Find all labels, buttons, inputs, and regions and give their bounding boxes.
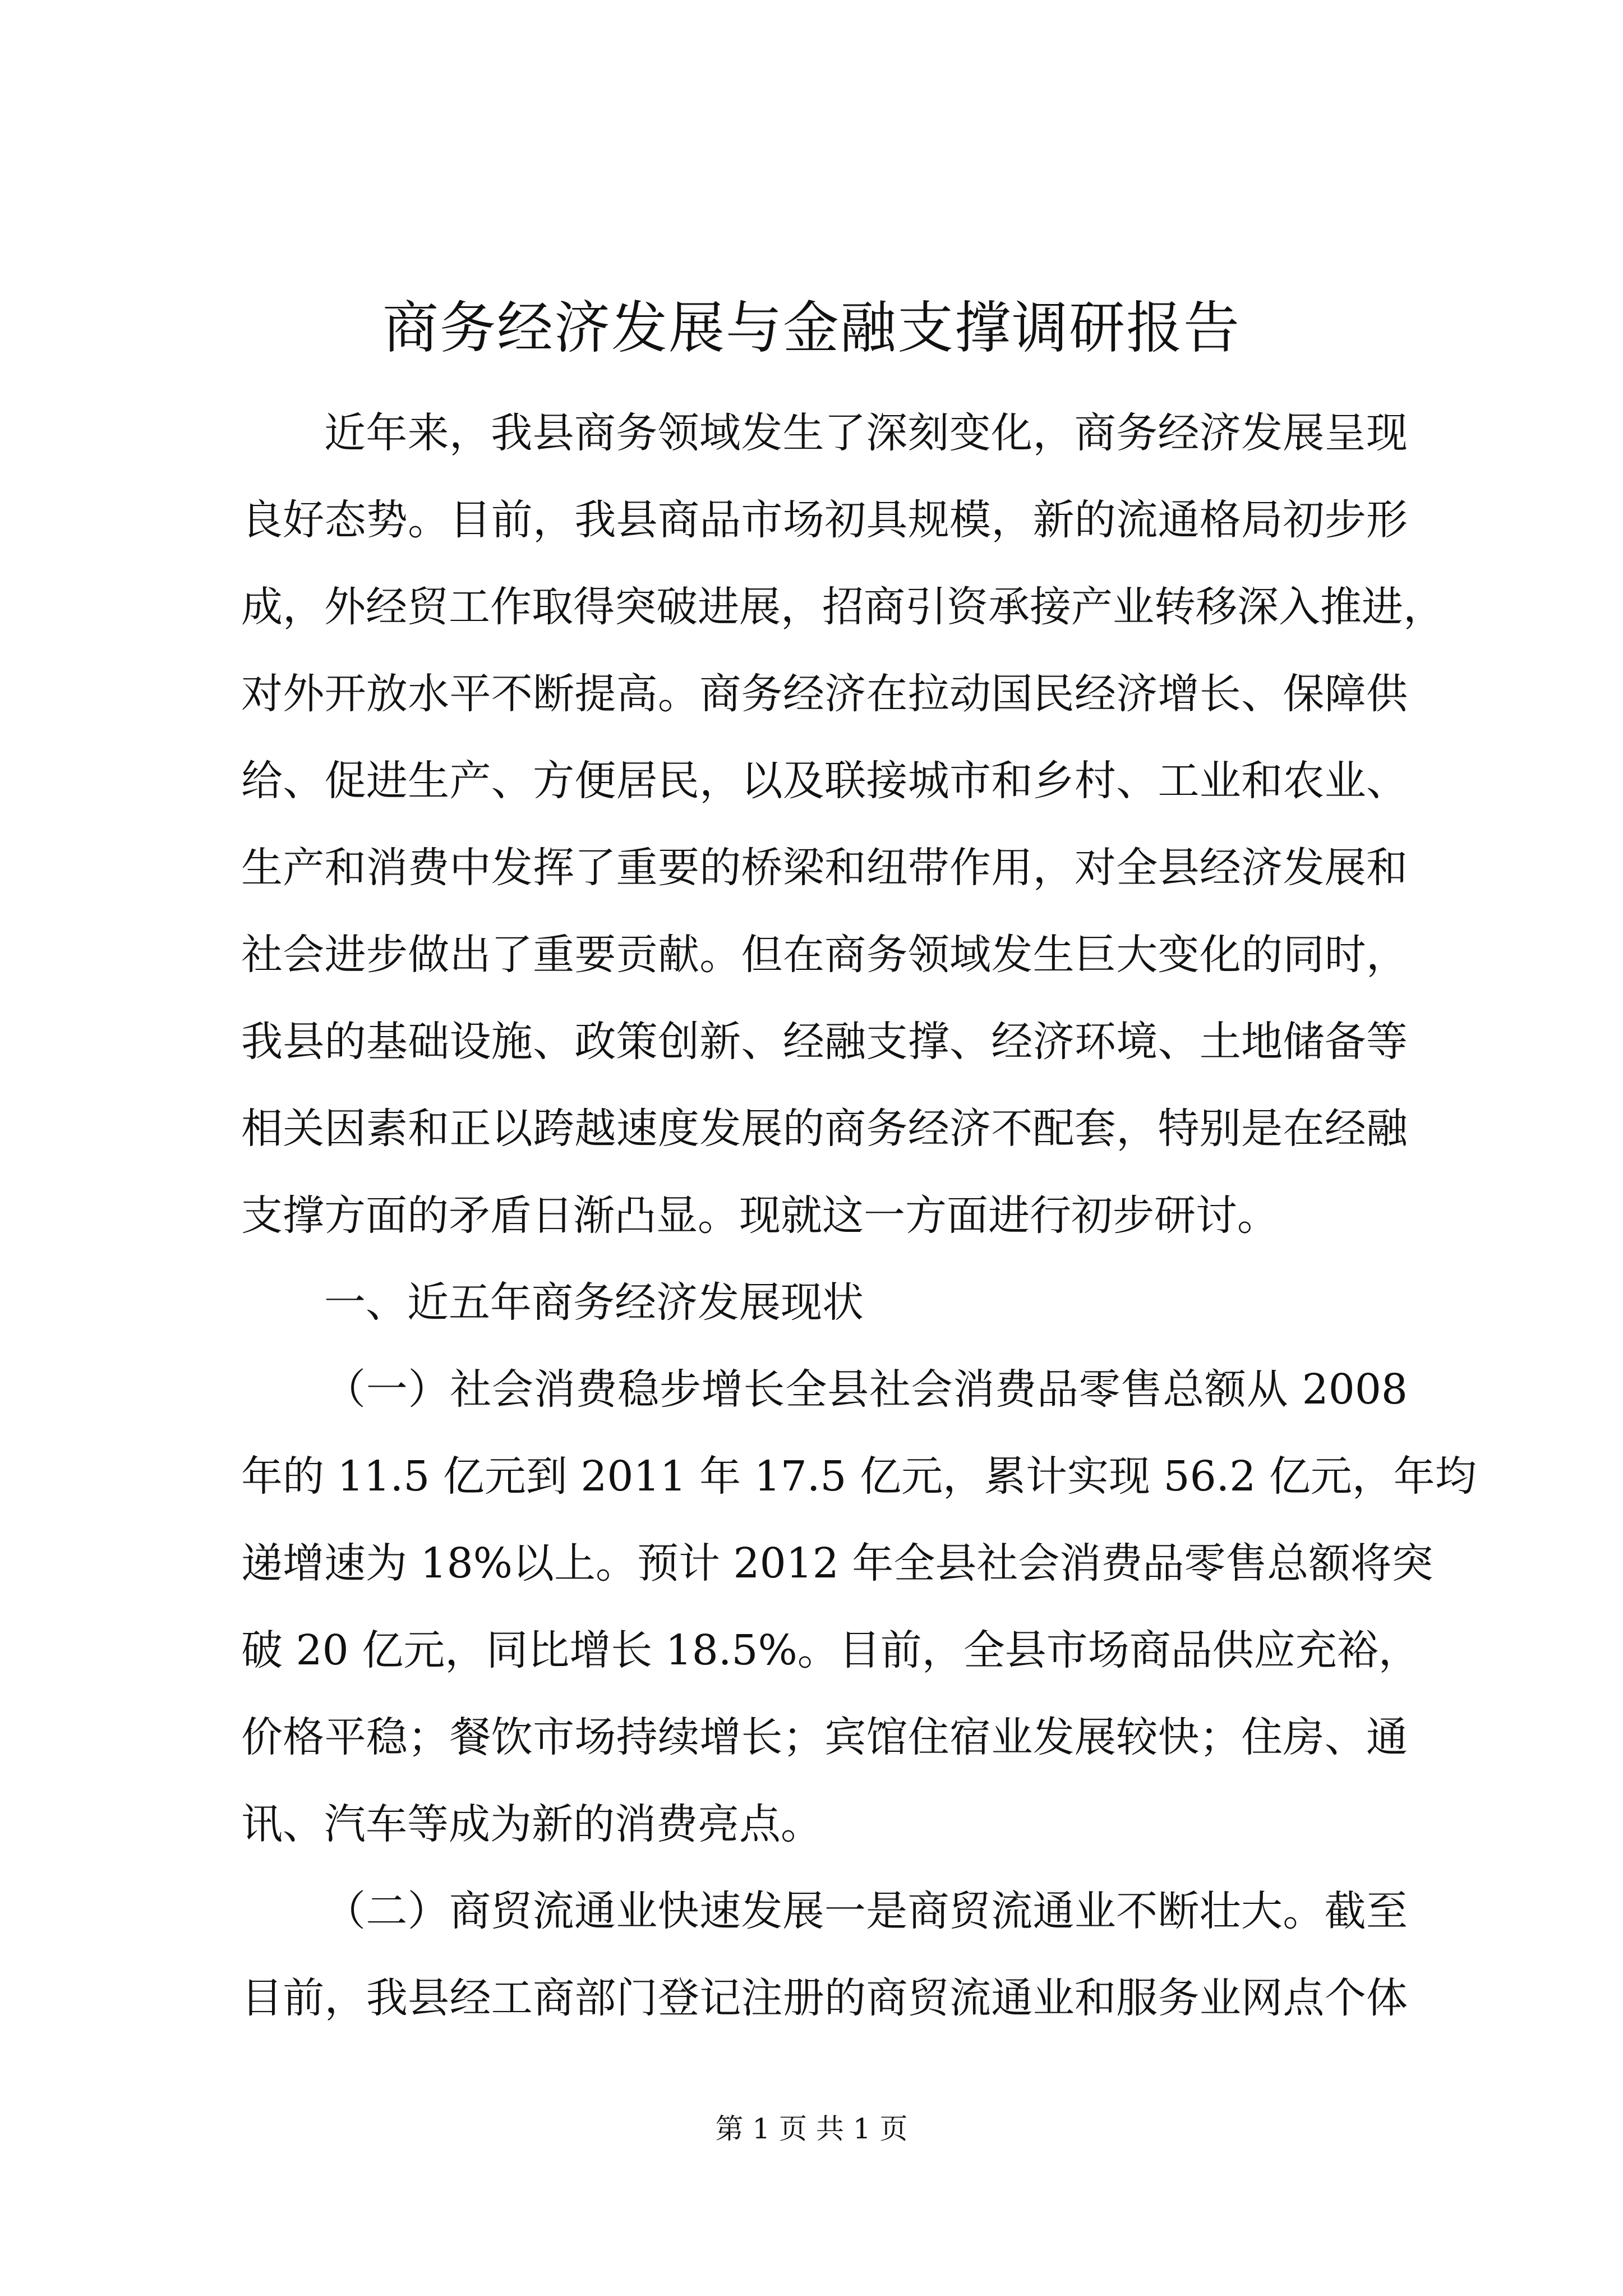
paragraph-line: 年的 11.5 亿元到 2011 年 17.5 亿元，累计实现 56.2 亿元，年均 xyxy=(241,1452,1477,1501)
paragraph-line: 给、促进生产、方便居民，以及联接城市和乡村、工业和农业、 xyxy=(241,757,1408,805)
paragraph-line: 讯、汽车等成为新的消费亮点。 xyxy=(241,1800,822,1848)
paragraph-line: 生产和消费中发挥了重要的桥梁和纽带作用，对全县经济发展和 xyxy=(241,844,1408,892)
paragraph-line: 社会进步做出了重要贡献。但在商务领域发生巨大变化的同时， xyxy=(241,931,1408,979)
paragraph-line: 成，外经贸工作取得突破进展，招商引资承接产业转移深入推进， xyxy=(241,583,1445,631)
paragraph-line: 相关因素和正以跨越速度发展的商务经济不配套，特别是在经融 xyxy=(241,1105,1408,1153)
paragraph-line: 对外开放水平不断提高。商务经济在拉动国民经济增长、保障供 xyxy=(241,670,1408,718)
paragraph-line: （二）商贸流通业快速发展一是商贸流通业不断壮大。截至 xyxy=(324,1887,1408,1935)
paragraph-line: 我县的基础设施、政策创新、经融支撑、经济环境、土地储备等 xyxy=(241,1018,1408,1066)
paragraph-line: 价格平稳；餐饮市场持续增长；宾馆住宿业发展较快；住房、通 xyxy=(241,1713,1408,1761)
paragraph-line: 支撑方面的矛盾日渐凸显。现就这一方面进行初步研讨。 xyxy=(241,1191,1279,1240)
paragraph-line: 目前，我县经工商部门登记注册的商贸流通业和服务业网点个体 xyxy=(241,1974,1408,2022)
paragraph-line: 破 20 亿元，同比增长 18.5%。目前，全县市场商品供应充裕， xyxy=(241,1626,1420,1674)
page-title: 商务经济发展与金融支撑调研报告 xyxy=(382,295,1241,361)
paragraph-line: 良好态势。目前，我县商品市场初具规模，新的流通格局初步形 xyxy=(241,496,1408,544)
document-body xyxy=(241,390,1477,2042)
page-number-footer: 第 1 页 共 1 页 xyxy=(715,2113,908,2145)
paragraph-line: （一）社会消费稳步增长全县社会消费品零售总额从 2008 xyxy=(324,1365,1408,1414)
paragraph-line: 近年来，我县商务领域发生了深刻变化，商务经济发展呈现 xyxy=(324,409,1408,457)
section-heading: 一、近五年商务经济发展现状 xyxy=(324,1278,864,1327)
paragraph-line: 递增速为 18%以上。预计 2012 年全县社会消费品零售总额将突 xyxy=(241,1539,1433,1588)
